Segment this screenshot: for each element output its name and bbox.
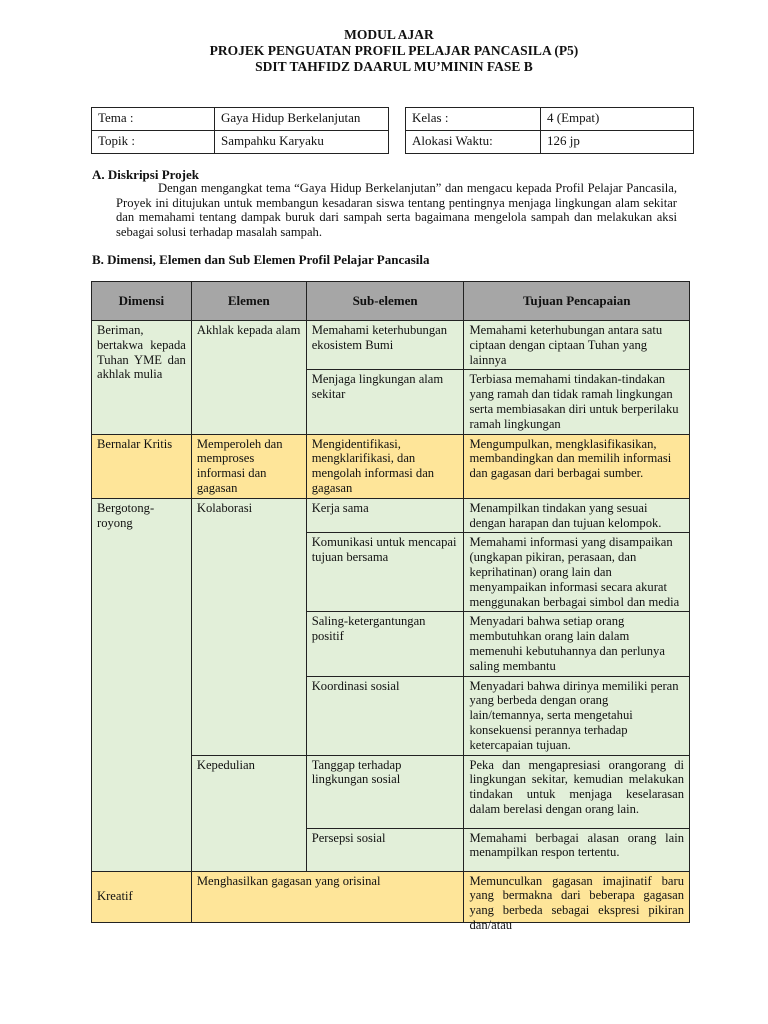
header-sub-elemen: Sub-elemen [306, 282, 464, 321]
sub-elemen-cell: Menjaga lingkungan alam sekitar [306, 370, 464, 434]
dimensi-beriman: Beriman, bertakwa kepada Tuhan YME dan akhlak mulia [92, 321, 192, 435]
class-time-table [405, 107, 694, 154]
tujuan-cell: Peka dan mengapresiasi orangorang di lingkungan sekitar, kemudian melakukan tindakan untuk menjaga keselarasan dalam berelasi dengan orang lain. [464, 755, 690, 828]
table-row [92, 498, 690, 533]
document-title [0, 27, 768, 75]
sub-elemen-cell: Mengidentifikasi, mengklarifikasi, dan mengolah informasi dan gagasan [306, 434, 464, 498]
section-a-heading: A. Diskripsi Projek [92, 167, 200, 182]
sub-elemen-cell: Persepsi sosial [306, 828, 464, 871]
table-row [92, 321, 690, 370]
table-row [92, 871, 690, 922]
sub-elemen-cell: Memahami keterhubungan ekosistem Bumi [306, 321, 464, 370]
project-description: Dengan mengangkat tema “Gaya Hidup Berkelanjutan” dan mengacu kepada Profil Pelajar Pancasila, Proyek ini ditujukan untuk membangun kesadaran siswa tentang pentingnya menjaga lingkungan alam sekitar dan memahami tentang dampak buruk dari sampah serta bagaimana mengelola sampah dan melakukan aksi sebagai solusi terhadap masalah sampah. [116, 181, 677, 239]
tujuan-cell: Menyadari bahwa setiap orang membutuhkan orang lain dalam memenuhi kebutuhannya dan perlunya saling membantu [464, 612, 690, 676]
theme-topic-table [91, 107, 389, 154]
title-line-2: PROJEK PENGUATAN PROFIL PELAJAR PANCASILA (P5) [209, 43, 579, 58]
sub-elemen-cell: Tanggap terhadap lingkungan sosial [306, 755, 464, 828]
sub-elemen-cell: Saling-ketergantungan positif [306, 612, 464, 676]
topic-value: Sampahku Karyaku [215, 131, 389, 154]
table-header-row [92, 282, 690, 321]
tujuan-cell: Memahami informasi yang disampaikan (ungkapan pikiran, perasaan, dan keprihatinan) orang lain dan menyampaikan informasi secara akurat menggunakan berbagai simbol dan media [464, 533, 690, 612]
tujuan-cell: Memahami berbagai alasan orang lain menampilkan respon tertentu. [464, 828, 690, 871]
elemen-kolaborasi: Kolaborasi [191, 498, 306, 755]
elemen-memperoleh: Memperoleh dan memproses informasi dan gagasan [191, 434, 306, 498]
elemen-kepedulian: Kepedulian [191, 755, 306, 871]
time-allocation-value: 126 jp [541, 131, 694, 154]
tujuan-cell: Memahami keterhubungan antara satu ciptaan dengan ciptaan Tuhan yang lainnya [464, 321, 690, 370]
dimensi-gotong-royong: Bergotong-royong [92, 498, 192, 871]
header-elemen: Elemen [191, 282, 306, 321]
tujuan-cell: Mengumpulkan, mengklasifikasikan, membandingkan dan memilih informasi dan gagasan dari berbagai sumber. [464, 434, 690, 498]
table-row [92, 434, 690, 498]
sub-elemen-cell: Komunikasi untuk mencapai tujuan bersama [306, 533, 464, 612]
section-b-heading: B. Dimensi, Elemen dan Sub Elemen Profil Pelajar Pancasila [92, 252, 430, 267]
header-dimensi: Dimensi [92, 282, 192, 321]
title-line-3: SDIT TAHFIDZ DAARUL MU’MININ FASE B [255, 59, 533, 74]
tujuan-kreatif-text: Memunculkan gagasan imajinatif baru yang bermakna dari beberapa gagasan yang berbeda sebagai ekspresi pikiran dan/atau [469, 873, 684, 932]
theme-value: Gaya Hidup Berkelanjutan [215, 108, 389, 131]
header-tujuan: Tujuan Pencapaian [464, 282, 690, 321]
sub-elemen-cell: Koordinasi sosial [306, 676, 464, 755]
title-line-1: MODUL AJAR [344, 27, 434, 42]
elemen-akhlak: Akhlak kepada alam [191, 321, 306, 435]
elemen-menghasilkan-gagasan: Menghasilkan gagasan yang orisinal [191, 871, 464, 922]
theme-label: Tema : [92, 108, 215, 131]
tujuan-cell: Menampilkan tindakan yang sesuai dengan harapan dan tujuan kelompok. [464, 498, 690, 533]
dimensi-bernalar: Bernalar Kritis [92, 434, 192, 498]
class-value: 4 (Empat) [541, 108, 694, 131]
dimension-table [91, 281, 690, 932]
time-allocation-label: Alokasi Waktu: [406, 131, 541, 154]
topic-label: Topik : [92, 131, 215, 154]
dimensi-kreatif: Kreatif [92, 871, 192, 922]
sub-elemen-cell: Kerja sama [306, 498, 464, 533]
tujuan-cell: Terbiasa memahami tindakan-tindakan yang ramah dan tidak ramah lingkungan serta membiasakan diri untuk berperilaku ramah lingkungan [464, 370, 690, 434]
tujuan-cell: Menyadari bahwa dirinya memiliki peran yang berbeda dengan orang lain/temannya, serta mengetahui konsekuensi perannya terhadap ketercapaian tujuan. [464, 676, 690, 755]
tujuan-cell [464, 871, 690, 932]
class-label: Kelas : [406, 108, 541, 131]
